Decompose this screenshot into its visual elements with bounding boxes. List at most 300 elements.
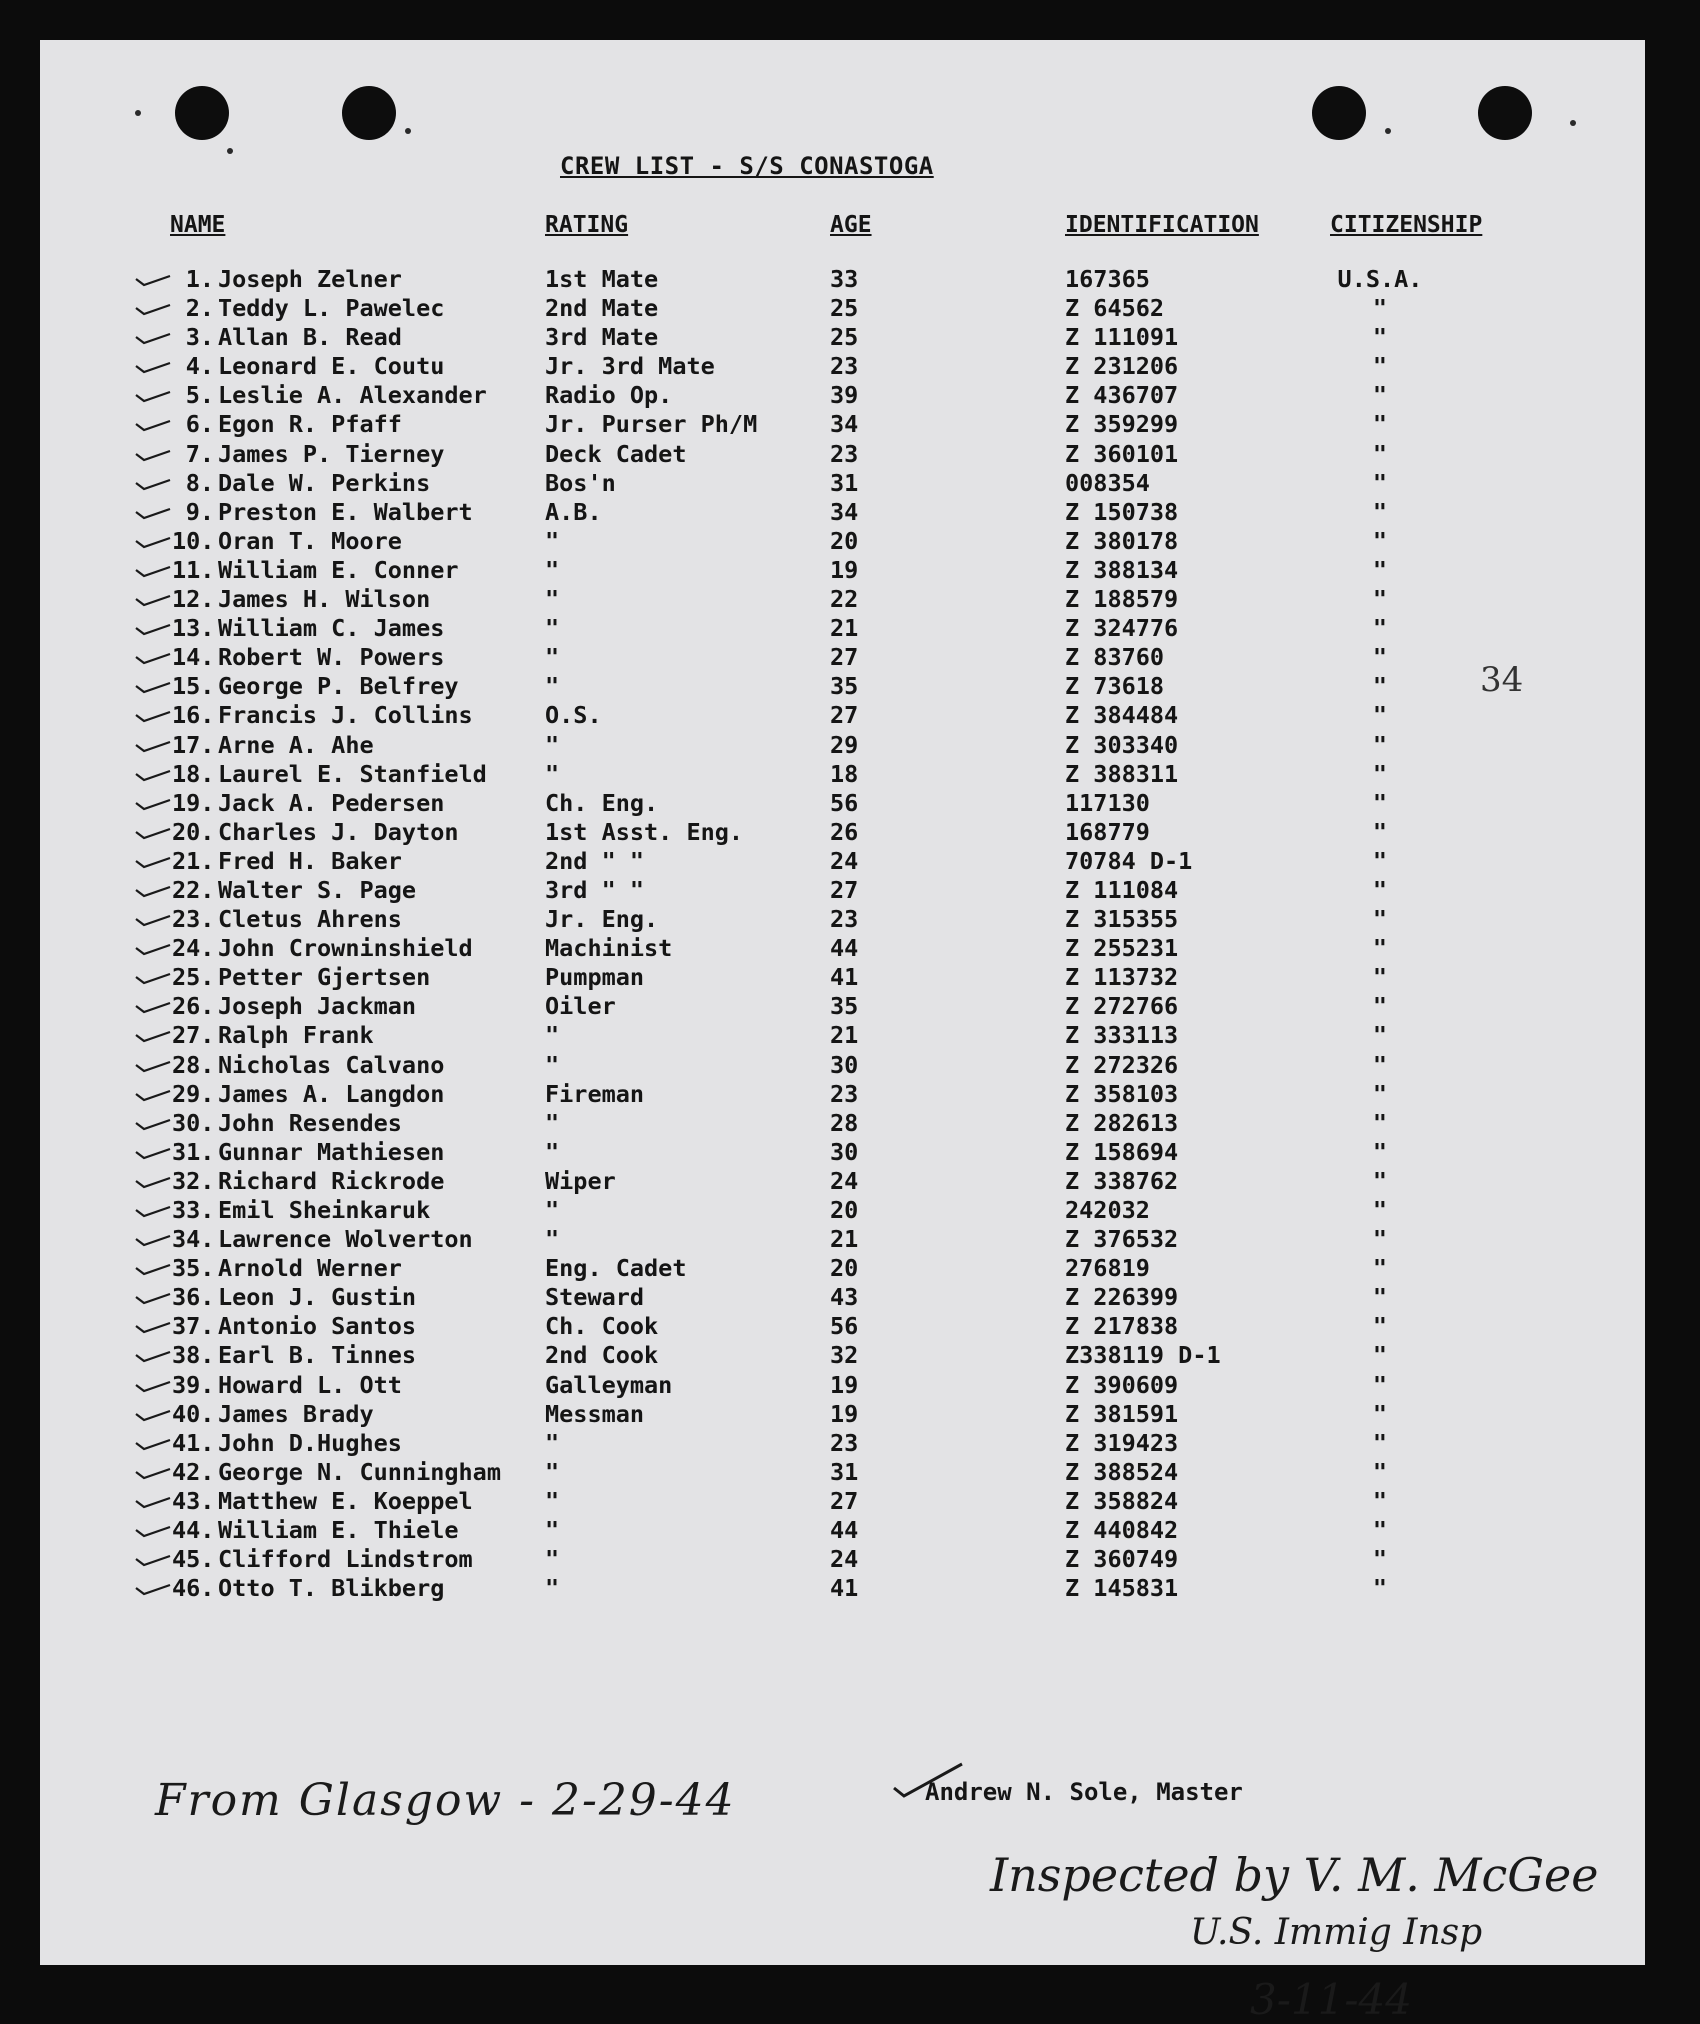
crew-age: 31 — [830, 468, 859, 497]
crew-identification: Z 319423 — [1065, 1428, 1179, 1457]
crew-citizenship: " — [1372, 905, 1388, 934]
crew-age: 27 — [830, 875, 859, 904]
crew-citizenship: " — [1372, 1108, 1388, 1137]
header-rating: RATING — [545, 212, 629, 238]
check-mark-icon — [134, 709, 172, 723]
table-row — [40, 265, 1645, 294]
crew-table — [40, 265, 1645, 1603]
crew-rating: Jr. Eng. — [545, 905, 659, 934]
row-number: 19. — [172, 788, 215, 817]
crew-name: Matthew E. Koeppel — [218, 1486, 473, 1515]
master-signature-line: Andrew N. Sole, Master — [925, 1778, 1243, 1806]
punch-hole — [1312, 86, 1366, 140]
crew-rating: O.S. — [545, 701, 602, 730]
crew-name: Joseph Zelner — [218, 265, 402, 293]
crew-identification: Z 113732 — [1065, 963, 1179, 992]
crew-name: Petter Gjertsen — [218, 963, 431, 992]
header-name: NAME — [170, 212, 226, 238]
check-mark-icon — [134, 418, 172, 432]
crew-rating: " — [545, 614, 560, 643]
crew-rating: Machinist — [545, 934, 673, 963]
row-number: 26. — [172, 992, 215, 1021]
crew-age: 28 — [830, 1108, 859, 1137]
crew-rating: Radio Op. — [545, 381, 673, 410]
crew-identification: Z 359299 — [1065, 410, 1179, 439]
crew-name: Dale W. Perkins — [218, 468, 431, 497]
crew-age: 29 — [830, 730, 859, 759]
crew-identification: Z 388134 — [1065, 555, 1179, 584]
crew-identification: Z 111091 — [1065, 323, 1179, 352]
crew-name: Jack A. Pedersen — [218, 788, 445, 817]
crew-rating: " — [545, 1137, 560, 1166]
crew-identification: 008354 — [1065, 468, 1150, 497]
header-citizenship: CITIZENSHIP — [1330, 212, 1483, 238]
punch-hole — [1478, 86, 1532, 140]
crew-rating: " — [545, 1516, 560, 1545]
table-row — [40, 672, 1645, 701]
crew-identification: Z 83760 — [1065, 643, 1165, 672]
ink-speck — [227, 148, 233, 154]
table-row — [40, 294, 1645, 323]
crew-name: Preston E. Walbert — [218, 497, 473, 526]
check-mark-icon — [134, 1291, 172, 1305]
ink-speck — [1385, 128, 1391, 134]
table-row — [40, 323, 1645, 352]
crew-age: 21 — [830, 1225, 859, 1254]
crew-rating: Messman — [545, 1399, 645, 1428]
crew-name: Nicholas Calvano — [218, 1050, 445, 1079]
crew-age: 24 — [830, 1545, 859, 1574]
crew-identification: Z 255231 — [1065, 934, 1179, 963]
row-number: 2. — [185, 294, 214, 323]
check-mark-icon — [134, 331, 172, 345]
crew-name: Egon R. Pfaff — [218, 410, 402, 439]
check-mark-icon — [134, 1059, 172, 1073]
row-number: 22. — [172, 875, 215, 904]
crew-citizenship: " — [1372, 526, 1388, 555]
crew-rating: " — [545, 555, 560, 584]
crew-age: 30 — [830, 1050, 859, 1079]
crew-citizenship: " — [1372, 1341, 1388, 1370]
crew-name: William C. James — [218, 614, 445, 643]
row-number: 7. — [185, 439, 214, 468]
row-number: 20. — [172, 817, 215, 846]
crew-name: Teddy L. Pawelec — [218, 294, 445, 323]
crew-identification: Z 64562 — [1065, 294, 1165, 323]
crew-identification: Z 436707 — [1065, 381, 1179, 410]
crew-citizenship: " — [1372, 1079, 1388, 1108]
crew-name: Richard Rickrode — [218, 1166, 445, 1195]
crew-citizenship: " — [1372, 1225, 1388, 1254]
check-mark-icon — [134, 1582, 172, 1596]
check-mark-icon — [134, 739, 172, 753]
check-mark-icon — [134, 942, 172, 956]
document-page — [40, 40, 1645, 2024]
row-number: 33. — [172, 1196, 215, 1224]
punch-hole — [175, 86, 229, 140]
table-row — [40, 963, 1645, 992]
row-number: 23. — [172, 905, 215, 934]
crew-citizenship: " — [1372, 846, 1388, 875]
crew-name: Fred H. Baker — [218, 846, 402, 875]
check-mark-icon — [134, 1320, 172, 1334]
check-mark-icon — [134, 768, 172, 782]
table-row — [40, 556, 1645, 585]
crew-citizenship: " — [1372, 1545, 1388, 1574]
table-row — [40, 1138, 1645, 1167]
crew-identification: Z 272326 — [1065, 1050, 1179, 1079]
crew-name: Allan B. Read — [218, 323, 402, 352]
crew-age: 30 — [830, 1137, 859, 1166]
crew-citizenship: " — [1372, 992, 1388, 1021]
crew-age: 27 — [830, 643, 859, 672]
crew-rating: " — [545, 1428, 560, 1457]
crew-rating: " — [545, 1108, 560, 1137]
table-row — [40, 1051, 1645, 1080]
check-mark-icon — [134, 680, 172, 694]
table-row — [40, 352, 1645, 381]
handwritten-inspector-title: U.S. Immig Insp — [1190, 1912, 1483, 1953]
crew-citizenship: " — [1372, 1370, 1388, 1399]
table-row — [40, 789, 1645, 818]
crew-rating: Ch. Eng. — [545, 788, 659, 817]
table-row — [40, 1225, 1645, 1254]
crew-name: Lawrence Wolverton — [218, 1225, 473, 1254]
crew-identification: Z 226399 — [1065, 1283, 1179, 1312]
crew-citizenship: " — [1372, 323, 1388, 352]
crew-age: 31 — [830, 1457, 859, 1486]
check-mark-icon — [134, 477, 172, 491]
crew-rating: 1st Asst. Eng. — [545, 817, 744, 846]
table-row — [40, 1312, 1645, 1341]
table-row — [40, 1400, 1645, 1429]
crew-rating: Pumpman — [545, 963, 645, 992]
crew-name: George P. Belfrey — [218, 672, 459, 701]
check-mark-icon — [134, 1437, 172, 1451]
row-number: 29. — [172, 1079, 215, 1108]
crew-identification: Z 315355 — [1065, 905, 1179, 934]
check-mark-icon — [134, 1349, 172, 1363]
crew-age: 56 — [830, 788, 859, 817]
table-row — [40, 498, 1645, 527]
crew-citizenship: " — [1372, 963, 1388, 992]
crew-rating: Ch. Cook — [545, 1312, 659, 1341]
crew-identification: Z 145831 — [1065, 1574, 1179, 1603]
crew-rating: " — [545, 526, 560, 555]
header-age: AGE — [830, 212, 872, 238]
table-row — [40, 643, 1645, 672]
crew-identification: Z 111084 — [1065, 875, 1179, 904]
crew-identification: Z 440842 — [1065, 1516, 1179, 1545]
check-mark-icon — [134, 1088, 172, 1102]
crew-identification: Z338119 D-1 — [1065, 1341, 1221, 1370]
margin-note: 34 — [1480, 660, 1524, 700]
crew-identification: Z 338762 — [1065, 1166, 1179, 1195]
table-row — [40, 731, 1645, 760]
crew-age: 35 — [830, 672, 859, 701]
crew-identification: Z 231206 — [1065, 352, 1179, 381]
row-number: 6. — [185, 410, 214, 439]
row-number: 36. — [172, 1283, 215, 1312]
check-mark-icon — [134, 622, 172, 636]
row-number: 46. — [172, 1574, 215, 1603]
crew-citizenship: " — [1372, 468, 1388, 497]
row-number: 16. — [172, 701, 215, 730]
crew-identification: Z 303340 — [1065, 730, 1179, 759]
crew-name: Cletus Ahrens — [218, 905, 402, 934]
crew-age: 19 — [830, 1399, 859, 1428]
crew-age: 35 — [830, 992, 859, 1021]
crew-rating: 2nd Cook — [545, 1341, 659, 1370]
table-row — [40, 410, 1645, 439]
crew-name: William E. Conner — [218, 555, 459, 584]
crew-rating: " — [545, 1545, 560, 1574]
crew-citizenship: " — [1372, 1021, 1388, 1050]
crew-identification: Z 384484 — [1065, 701, 1179, 730]
crew-name: Leonard E. Coutu — [218, 352, 445, 381]
crew-identification: Z 150738 — [1065, 497, 1179, 526]
check-mark-icon — [134, 1000, 172, 1014]
crew-age: 21 — [830, 1021, 859, 1050]
row-number: 44. — [172, 1516, 215, 1545]
check-mark-icon — [134, 884, 172, 898]
crew-rating: Steward — [545, 1283, 645, 1312]
check-mark-icon — [134, 1117, 172, 1131]
row-number: 17. — [172, 730, 215, 759]
crew-citizenship: " — [1372, 1283, 1388, 1312]
crew-name: Oran T. Moore — [218, 526, 402, 555]
row-number: 5. — [185, 381, 214, 410]
crew-name: Clifford Lindstrom — [218, 1545, 473, 1574]
crew-age: 23 — [830, 905, 859, 934]
crew-identification: Z 360101 — [1065, 439, 1179, 468]
crew-age: 34 — [830, 410, 859, 439]
crew-citizenship: " — [1372, 1486, 1388, 1515]
crew-name: Emil Sheinkaruk — [218, 1196, 431, 1224]
check-mark-icon — [134, 273, 172, 287]
crew-rating: " — [545, 1457, 560, 1486]
check-mark-icon — [134, 1175, 172, 1189]
crew-identification: Z 73618 — [1065, 672, 1165, 701]
crew-age: 19 — [830, 555, 859, 584]
crew-citizenship: " — [1372, 497, 1388, 526]
ink-speck — [1570, 120, 1576, 126]
crew-citizenship: " — [1372, 934, 1388, 963]
document-title: CREW LIST - S/S CONASTOGA — [560, 152, 934, 180]
table-row — [40, 1196, 1645, 1225]
crew-identification: Z 282613 — [1065, 1108, 1179, 1137]
crew-rating: " — [545, 1486, 560, 1515]
table-row — [40, 760, 1645, 789]
check-mark-icon — [134, 971, 172, 985]
crew-age: 20 — [830, 526, 859, 555]
crew-identification: Z 324776 — [1065, 614, 1179, 643]
crew-citizenship: " — [1372, 1457, 1388, 1486]
table-row — [40, 585, 1645, 614]
crew-age: 23 — [830, 1428, 859, 1457]
crew-age: 23 — [830, 352, 859, 381]
crew-rating: " — [545, 1225, 560, 1254]
crew-citizenship: U.S.A. — [1337, 265, 1423, 293]
check-mark-icon — [134, 826, 172, 840]
crew-name: Joseph Jackman — [218, 992, 417, 1021]
row-number: 3. — [185, 323, 214, 352]
crew-citizenship: " — [1372, 730, 1388, 759]
crew-name: Leslie A. Alexander — [218, 381, 487, 410]
row-number: 43. — [172, 1486, 215, 1515]
crew-identification: 167365 — [1065, 265, 1150, 293]
crew-citizenship: " — [1372, 1399, 1388, 1428]
check-mark-icon — [134, 855, 172, 869]
crew-rating: " — [545, 585, 560, 614]
crew-identification: Z 390609 — [1065, 1370, 1179, 1399]
crew-age: 44 — [830, 934, 859, 963]
table-row — [40, 527, 1645, 556]
handwritten-from-note: From Glasgow - 2-29-44 — [155, 1775, 736, 1826]
crew-rating: Jr. Purser Ph/M — [545, 410, 758, 439]
table-row — [40, 1516, 1645, 1545]
row-number: 35. — [172, 1254, 215, 1283]
crew-citizenship: " — [1372, 1312, 1388, 1341]
crew-rating: " — [545, 643, 560, 672]
table-row — [40, 614, 1645, 643]
check-mark-icon — [134, 593, 172, 607]
crew-citizenship: " — [1372, 672, 1388, 701]
crew-identification: Z 376532 — [1065, 1225, 1179, 1254]
crew-rating: 1st Mate — [545, 265, 659, 293]
crew-citizenship: " — [1372, 352, 1388, 381]
crew-name: James Brady — [218, 1399, 374, 1428]
check-mark-icon — [134, 1146, 172, 1160]
table-row — [40, 1545, 1645, 1574]
check-mark-icon — [134, 389, 172, 403]
row-number: 11. — [172, 555, 215, 584]
crew-name: Gunnar Mathiesen — [218, 1137, 445, 1166]
crew-rating: " — [545, 1196, 560, 1224]
crew-identification: Z 158694 — [1065, 1137, 1179, 1166]
crew-rating: " — [545, 1021, 560, 1050]
crew-identification: Z 388311 — [1065, 759, 1179, 788]
crew-rating: Deck Cadet — [545, 439, 687, 468]
table-row — [40, 1254, 1645, 1283]
crew-age: 56 — [830, 1312, 859, 1341]
row-number: 40. — [172, 1399, 215, 1428]
crew-name: John Resendes — [218, 1108, 402, 1137]
ink-speck — [405, 128, 411, 134]
crew-rating: Fireman — [545, 1079, 645, 1108]
check-mark-icon — [134, 1408, 172, 1422]
crew-name: Antonio Santos — [218, 1312, 417, 1341]
handwritten-inspection: Inspected by V. M. McGee — [990, 1848, 1599, 1902]
crew-name: George N. Cunningham — [218, 1457, 501, 1486]
table-row — [40, 1341, 1645, 1370]
crew-age: 23 — [830, 439, 859, 468]
crew-age: 26 — [830, 817, 859, 846]
crew-identification: Z 358103 — [1065, 1079, 1179, 1108]
crew-rating: 3rd " " — [545, 875, 645, 904]
check-mark-icon — [134, 1233, 172, 1247]
table-row — [40, 469, 1645, 498]
crew-identification: Z 380178 — [1065, 526, 1179, 555]
crew-identification: Z 360749 — [1065, 1545, 1179, 1574]
crew-age: 24 — [830, 1166, 859, 1195]
crew-rating: 3rd Mate — [545, 323, 659, 352]
check-mark-icon — [134, 913, 172, 927]
row-number: 38. — [172, 1341, 215, 1370]
crew-name: William E. Thiele — [218, 1516, 459, 1545]
table-row — [40, 1109, 1645, 1138]
check-mark-icon — [134, 448, 172, 462]
crew-citizenship: " — [1372, 1574, 1388, 1603]
row-number: 24. — [172, 934, 215, 963]
crew-name: James A. Langdon — [218, 1079, 445, 1108]
crew-name: Arne A. Ahe — [218, 730, 374, 759]
crew-rating: 2nd Mate — [545, 294, 659, 323]
crew-age: 18 — [830, 759, 859, 788]
row-number: 41. — [172, 1428, 215, 1457]
check-mark-icon — [134, 1262, 172, 1276]
crew-rating: " — [545, 730, 560, 759]
crew-citizenship: " — [1372, 1137, 1388, 1166]
table-row — [40, 905, 1645, 934]
row-number: 18. — [172, 759, 215, 788]
crew-identification: Z 358824 — [1065, 1486, 1179, 1515]
check-mark-icon — [134, 1466, 172, 1480]
crew-rating: Oiler — [545, 992, 616, 1021]
crew-citizenship: " — [1372, 788, 1388, 817]
punch-hole — [342, 86, 396, 140]
crew-age: 27 — [830, 1486, 859, 1515]
table-row — [40, 1458, 1645, 1487]
check-mark-icon — [134, 535, 172, 549]
ink-speck — [135, 110, 141, 116]
crew-identification: 242032 — [1065, 1196, 1150, 1224]
row-number: 45. — [172, 1545, 215, 1574]
row-number: 10. — [172, 526, 215, 555]
crew-citizenship: " — [1372, 759, 1388, 788]
crew-rating: " — [545, 1050, 560, 1079]
crew-name: John Crowninshield — [218, 934, 473, 963]
row-number: 39. — [172, 1370, 215, 1399]
table-row — [40, 1021, 1645, 1050]
crew-citizenship: " — [1372, 1050, 1388, 1079]
crew-age: 34 — [830, 497, 859, 526]
crew-rating: Wiper — [545, 1166, 616, 1195]
crew-identification: Z 388524 — [1065, 1457, 1179, 1486]
crew-rating: Galleyman — [545, 1370, 673, 1399]
crew-citizenship: " — [1372, 555, 1388, 584]
table-row — [40, 992, 1645, 1021]
table-row — [40, 818, 1645, 847]
row-number: 15. — [172, 672, 215, 701]
table-row — [40, 1487, 1645, 1516]
crew-name: Earl B. Tinnes — [218, 1341, 417, 1370]
crew-citizenship: " — [1372, 614, 1388, 643]
crew-name: Charles J. Dayton — [218, 817, 459, 846]
row-number: 28. — [172, 1050, 215, 1079]
crew-age: 32 — [830, 1341, 859, 1370]
row-number: 30. — [172, 1108, 215, 1137]
crew-rating: " — [545, 759, 560, 788]
crew-age: 25 — [830, 323, 859, 352]
crew-citizenship: " — [1372, 585, 1388, 614]
crew-name: John D.Hughes — [218, 1428, 402, 1457]
crew-age: 23 — [830, 1079, 859, 1108]
crew-age: 43 — [830, 1283, 859, 1312]
check-mark-icon — [134, 1495, 172, 1509]
crew-age: 22 — [830, 585, 859, 614]
crew-age: 24 — [830, 846, 859, 875]
